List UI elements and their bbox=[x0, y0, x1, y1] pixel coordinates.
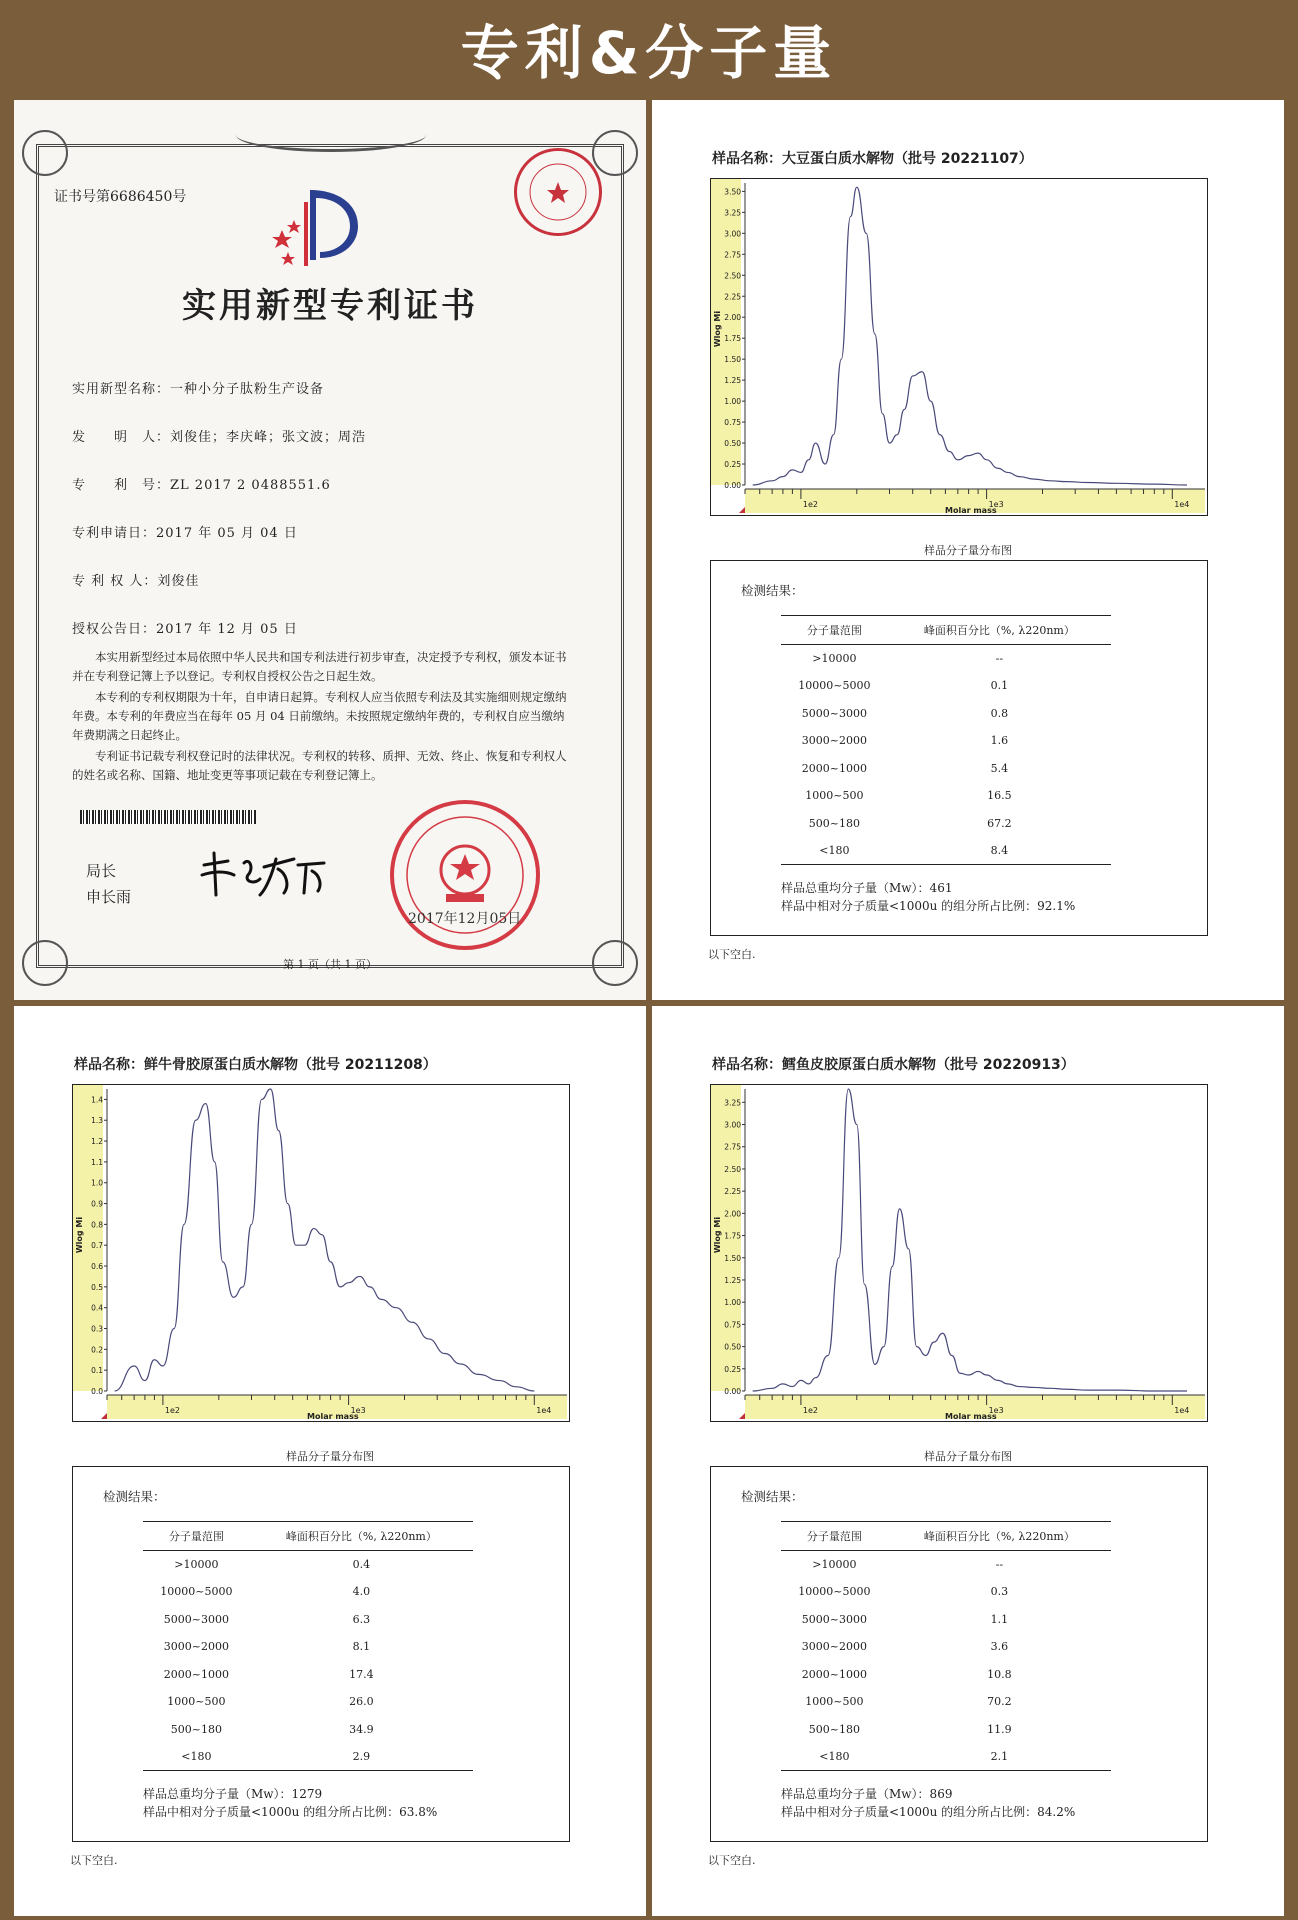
table-row bbox=[143, 1716, 473, 1744]
director-name: 申长雨 bbox=[86, 888, 132, 906]
chart-svg bbox=[711, 1085, 1209, 1423]
table-row bbox=[781, 700, 1111, 728]
mw-range-cell: 2000~1000 bbox=[801, 1667, 867, 1681]
mw-range-cell: 500~180 bbox=[808, 816, 860, 830]
results-table bbox=[143, 1521, 473, 1771]
mw-range-cell: 1000~500 bbox=[167, 1695, 226, 1709]
mw-range-cell: 3000~2000 bbox=[163, 1640, 229, 1654]
y-tick-label: 0.75 bbox=[724, 418, 741, 428]
y-tick-label: 1.50 bbox=[724, 1253, 741, 1263]
peak-area-cell: 70.2 bbox=[987, 1695, 1012, 1709]
mw-range-cell: <180 bbox=[781, 1743, 888, 1771]
page-indicator: 第 1 页（共 1 页） bbox=[283, 958, 377, 971]
mw-range-cell: 1000~500 bbox=[805, 1695, 864, 1709]
body-paragraph: 本实用新型经过本局依照中华人民共和国专利法进行初步审查，决定授予专利权，颁发本证书并在专利登记簿上予以登记。专利权自授权公告之日起生效。 bbox=[72, 650, 567, 683]
mw-range-cell: 2000~1000 bbox=[801, 761, 867, 775]
summary-mw: 样品总重均分子量（Mw）：461 bbox=[781, 881, 953, 895]
table-row bbox=[781, 1716, 1111, 1744]
table-row bbox=[781, 1578, 1111, 1606]
y-tick-label: 1.3 bbox=[91, 1116, 103, 1126]
chart-caption: 样品分子量分布图 bbox=[286, 1450, 374, 1463]
body-paragraph: 本专利的专利权期限为十年，自申请日起算。专利权人应当依照专利法及其实施细则规定缴纳年费。本专利的年费应当在每年 05 月 04 日前缴纳。未按照规定缴纳年费的，专利权自应当缴纳年费期满之日起终止。 bbox=[72, 690, 567, 742]
peak-area-cell: 26.0 bbox=[349, 1695, 374, 1709]
peak-area-cell: 1.1 bbox=[990, 1612, 1009, 1626]
mw-range-cell: 5000~3000 bbox=[801, 706, 867, 720]
x-tick-label: 1e4 bbox=[1174, 500, 1190, 509]
table-row bbox=[781, 1551, 1111, 1579]
certificate-top-ornament bbox=[236, 118, 426, 152]
axis-origin-marker bbox=[739, 1413, 745, 1419]
mw-range-cell: 5000~3000 bbox=[163, 1612, 229, 1626]
footer-note: 以下空白. bbox=[708, 1854, 756, 1867]
peak-area-cell: 10.8 bbox=[987, 1667, 1012, 1681]
mw-range-cell: 3000~2000 bbox=[801, 734, 867, 748]
y-tick-label: 1.50 bbox=[724, 355, 741, 365]
results-box bbox=[72, 1466, 570, 1842]
results-box bbox=[710, 560, 1208, 936]
table-row bbox=[781, 755, 1111, 783]
peak-area-cell: 6.3 bbox=[352, 1612, 371, 1626]
y-tick-label: 1.00 bbox=[724, 1298, 741, 1308]
table-row bbox=[781, 1688, 1111, 1716]
sample-name: 样品名称：鳕鱼皮胶原蛋白质水解物（批号 20220913） bbox=[712, 1057, 1075, 1073]
y-tick-label: 1.2 bbox=[91, 1137, 103, 1147]
field-grant-date: 授权公告日：2017 年 12 月 05 日 bbox=[72, 622, 298, 637]
barcode bbox=[80, 810, 256, 824]
peak-area-cell: 0.8 bbox=[990, 706, 1009, 720]
mw-range-cell: 2000~1000 bbox=[163, 1667, 229, 1681]
molecular-weight-chart bbox=[710, 1084, 1208, 1422]
office-seal-stamp bbox=[514, 148, 602, 236]
x-tick-label: 1e3 bbox=[350, 1406, 366, 1415]
certificate-title: 实用新型专利证书 bbox=[182, 286, 478, 326]
y-tick-label: 1.4 bbox=[91, 1095, 103, 1105]
certificate-body-text bbox=[72, 648, 572, 787]
mw-range-cell: <180 bbox=[143, 1743, 250, 1771]
y-tick-label: 1.75 bbox=[724, 1231, 741, 1241]
banner-title: 专利&分子量 bbox=[460, 19, 838, 87]
summary-mw: 样品总重均分子量（Mw）：1279 bbox=[143, 1787, 323, 1801]
y-tick-label: 2.50 bbox=[724, 271, 741, 281]
field-utility-name: 实用新型名称：一种小分子肽粉生产设备 bbox=[72, 382, 325, 397]
table-row bbox=[781, 837, 1111, 865]
y-tick-label: 2.00 bbox=[724, 1209, 741, 1219]
mw-range-cell: 10000~5000 bbox=[798, 1585, 871, 1599]
peak-area-cell: 4.0 bbox=[352, 1585, 371, 1599]
y-tick-label: 3.00 bbox=[724, 1120, 741, 1130]
y-tick-label: 2.00 bbox=[724, 313, 741, 323]
mw-range-cell: >10000 bbox=[812, 1558, 857, 1571]
y-tick-label: 0.00 bbox=[724, 1387, 741, 1396]
field-inventor: 发 明 人：刘俊佳；李庆峰；张文波；周浩 bbox=[72, 430, 367, 445]
footer-note: 以下空白. bbox=[70, 1854, 118, 1867]
field-patent-number: 专 利 号：ZL 2017 2 0488551.6 bbox=[72, 478, 331, 493]
y-tick-label: 0.25 bbox=[724, 460, 741, 470]
y-tick-label: 0.6 bbox=[91, 1262, 103, 1272]
y-tick-label: 0.75 bbox=[724, 1320, 741, 1330]
table-row bbox=[781, 672, 1111, 700]
mw-range-cell: 10000~5000 bbox=[798, 679, 871, 693]
table-row bbox=[781, 727, 1111, 755]
table-row bbox=[781, 1661, 1111, 1689]
y-tick-label: 0.2 bbox=[91, 1345, 103, 1355]
peak-area-cell: 8.4 bbox=[888, 837, 1111, 865]
patent-office-logo-icon bbox=[264, 180, 374, 270]
peak-area-cell: 67.2 bbox=[987, 816, 1012, 830]
y-tick-label: 1.25 bbox=[724, 376, 741, 386]
chart-caption: 样品分子量分布图 bbox=[924, 544, 1012, 557]
y-tick-label: 0.0 bbox=[91, 1387, 103, 1396]
peak-area-cell: 5.4 bbox=[990, 761, 1009, 775]
table-row bbox=[143, 1633, 473, 1661]
sample-name: 样品名称：大豆蛋白质水解物（批号 20221107） bbox=[712, 151, 1033, 167]
mw-range-cell: 1000~500 bbox=[805, 789, 864, 803]
chart-svg bbox=[73, 1085, 571, 1423]
report-cod-skin-collagen bbox=[652, 1006, 1284, 1916]
y-tick-label: 0.50 bbox=[724, 439, 741, 449]
table-row bbox=[143, 1578, 473, 1606]
y-axis-label: Wlog Mi bbox=[713, 310, 722, 348]
y-tick-label: 3.25 bbox=[724, 208, 741, 218]
x-tick-label: 1e3 bbox=[988, 500, 1004, 509]
footer-note: 以下空白. bbox=[708, 948, 756, 961]
signature-icon bbox=[194, 845, 344, 901]
molecular-weight-chart bbox=[710, 178, 1208, 516]
certificate-number: 证书号第6686450号 bbox=[54, 189, 187, 205]
x-tick-label: 1e2 bbox=[164, 1406, 181, 1415]
sample-name: 样品名称：鲜牛骨胶原蛋白质水解物（批号 20211208） bbox=[74, 1057, 437, 1073]
table-row bbox=[781, 810, 1111, 838]
y-tick-label: 3.25 bbox=[724, 1098, 741, 1108]
y-tick-label: 0.50 bbox=[724, 1342, 741, 1352]
y-tick-label: 2.75 bbox=[724, 1142, 741, 1152]
field-application-date: 专利申请日：2017 年 05 月 04 日 bbox=[72, 526, 298, 541]
y-tick-label: 1.0 bbox=[91, 1178, 103, 1188]
y-tick-label: 2.25 bbox=[724, 292, 741, 302]
summary-ratio: 样品中相对分子质量<1000u 的组分所占比例：92.1% bbox=[781, 899, 1076, 913]
peak-area-cell: -- bbox=[995, 1558, 1004, 1571]
mw-range-cell: <180 bbox=[781, 837, 888, 865]
table-row bbox=[781, 782, 1111, 810]
mw-range-cell: 10000~5000 bbox=[160, 1585, 233, 1599]
results-box bbox=[710, 1466, 1208, 1842]
table-row bbox=[143, 1606, 473, 1634]
molecular-weight-chart bbox=[72, 1084, 570, 1422]
mw-range-cell: 500~180 bbox=[170, 1722, 222, 1736]
column-header: 分子量范围 bbox=[143, 1522, 250, 1551]
results-label: 检测结果： bbox=[103, 1489, 166, 1504]
mw-range-cell: 500~180 bbox=[808, 1722, 860, 1736]
y-tick-label: 1.75 bbox=[724, 334, 741, 344]
x-axis-label: Molar mass bbox=[945, 506, 997, 515]
y-tick-label: 3.00 bbox=[724, 229, 741, 239]
series-line bbox=[115, 1089, 535, 1391]
x-tick-label: 1e2 bbox=[802, 1406, 819, 1415]
peak-area-cell: 8.1 bbox=[352, 1640, 371, 1654]
summary-ratio: 样品中相对分子质量<1000u 的组分所占比例：63.8% bbox=[143, 1805, 438, 1819]
y-tick-label: 0.7 bbox=[91, 1241, 103, 1251]
peak-area-cell: 2.9 bbox=[250, 1743, 473, 1771]
x-axis-label: Molar mass bbox=[945, 1412, 997, 1421]
column-header: 分子量范围 bbox=[781, 1522, 888, 1551]
y-tick-label: 0.8 bbox=[91, 1220, 103, 1230]
mw-range-cell: >10000 bbox=[812, 652, 857, 665]
peak-area-cell: 0.3 bbox=[990, 1585, 1009, 1599]
results-label: 检测结果： bbox=[741, 1489, 804, 1504]
table-row bbox=[143, 1661, 473, 1689]
y-tick-label: 0.1 bbox=[91, 1366, 103, 1376]
table-row bbox=[143, 1688, 473, 1716]
y-axis-label: Wlog Mi bbox=[713, 1216, 722, 1254]
mw-range-cell: >10000 bbox=[174, 1558, 219, 1571]
y-tick-label: 0.9 bbox=[91, 1199, 103, 1209]
chart-svg bbox=[711, 179, 1209, 517]
peak-area-cell: 16.5 bbox=[987, 789, 1012, 803]
results-table bbox=[781, 1521, 1111, 1771]
series-line bbox=[753, 1089, 1187, 1391]
peak-area-cell: 17.4 bbox=[349, 1667, 374, 1681]
chart-caption: 样品分子量分布图 bbox=[924, 1450, 1012, 1463]
axis-origin-marker bbox=[739, 507, 745, 513]
peak-area-cell: 2.1 bbox=[888, 1743, 1111, 1771]
y-tick-label: 0.00 bbox=[724, 481, 741, 490]
mw-range-cell: 3000~2000 bbox=[801, 1640, 867, 1654]
axis-origin-marker bbox=[101, 1413, 107, 1419]
results-table bbox=[781, 615, 1111, 865]
y-tick-label: 2.75 bbox=[724, 250, 741, 260]
table-row bbox=[143, 1551, 473, 1579]
peak-area-cell: -- bbox=[995, 652, 1004, 665]
peak-area-cell: 1.6 bbox=[990, 734, 1009, 748]
peak-area-cell: 3.6 bbox=[990, 1640, 1009, 1654]
column-header: 峰面积百分比（%, λ220nm） bbox=[250, 1522, 473, 1551]
x-tick-label: 1e4 bbox=[1174, 1406, 1190, 1415]
y-tick-label: 2.50 bbox=[724, 1164, 741, 1174]
x-axis-label: Molar mass bbox=[307, 1412, 359, 1421]
y-tick-label: 2.25 bbox=[724, 1187, 741, 1197]
ornament-corner-icon bbox=[592, 130, 638, 176]
banner bbox=[0, 0, 1298, 96]
x-tick-label: 1e3 bbox=[988, 1406, 1004, 1415]
series-line bbox=[753, 187, 1187, 485]
results-label: 检测结果： bbox=[741, 583, 804, 598]
peak-area-cell: 11.9 bbox=[987, 1722, 1012, 1736]
y-tick-label: 3.50 bbox=[724, 187, 741, 197]
column-header: 峰面积百分比（%, λ220nm） bbox=[888, 1522, 1111, 1551]
table-row bbox=[143, 1743, 473, 1771]
director-title: 局长 bbox=[86, 862, 117, 880]
y-tick-label: 1.1 bbox=[91, 1157, 103, 1167]
mw-range-cell: 5000~3000 bbox=[801, 1612, 867, 1626]
y-tick-label: 0.5 bbox=[91, 1282, 103, 1292]
table-row bbox=[781, 1606, 1111, 1634]
y-tick-label: 0.4 bbox=[91, 1303, 103, 1313]
column-header: 峰面积百分比（%, λ220nm） bbox=[888, 616, 1111, 645]
x-tick-label: 1e4 bbox=[536, 1406, 552, 1415]
report-bovine-bone-collagen bbox=[14, 1006, 646, 1916]
table-row bbox=[781, 645, 1111, 673]
table-row bbox=[781, 1633, 1111, 1661]
field-patentee: 专 利 权 人：刘俊佳 bbox=[72, 574, 200, 589]
x-tick-label: 1e2 bbox=[802, 500, 819, 509]
y-axis-label: Wlog Mi bbox=[75, 1216, 84, 1254]
y-tick-label: 1.25 bbox=[724, 1275, 741, 1285]
report-soy-protein bbox=[652, 100, 1284, 1000]
peak-area-cell: 0.1 bbox=[990, 679, 1009, 693]
summary-mw: 样品总重均分子量（Mw）：869 bbox=[781, 1787, 953, 1801]
body-paragraph: 专利证书记载专利权登记时的法律状况。专利权的转移、质押、无效、终止、恢复和专利权人的姓名或名称、国籍、地址变更等事项记载在专利登记簿上。 bbox=[72, 749, 567, 782]
column-header: 分子量范围 bbox=[781, 616, 888, 645]
ornament-corner-icon bbox=[22, 130, 68, 176]
peak-area-cell: 34.9 bbox=[349, 1722, 374, 1736]
peak-area-cell: 0.4 bbox=[352, 1558, 371, 1571]
table-row bbox=[781, 1743, 1111, 1771]
y-tick-label: 0.3 bbox=[91, 1324, 103, 1334]
summary-ratio: 样品中相对分子质量<1000u 的组分所占比例：84.2% bbox=[781, 1805, 1076, 1819]
y-tick-label: 0.25 bbox=[724, 1364, 741, 1374]
patent-certificate-panel bbox=[14, 100, 646, 1000]
y-tick-label: 1.00 bbox=[724, 397, 741, 407]
seal-date: 2017年12月05日 bbox=[408, 911, 522, 927]
